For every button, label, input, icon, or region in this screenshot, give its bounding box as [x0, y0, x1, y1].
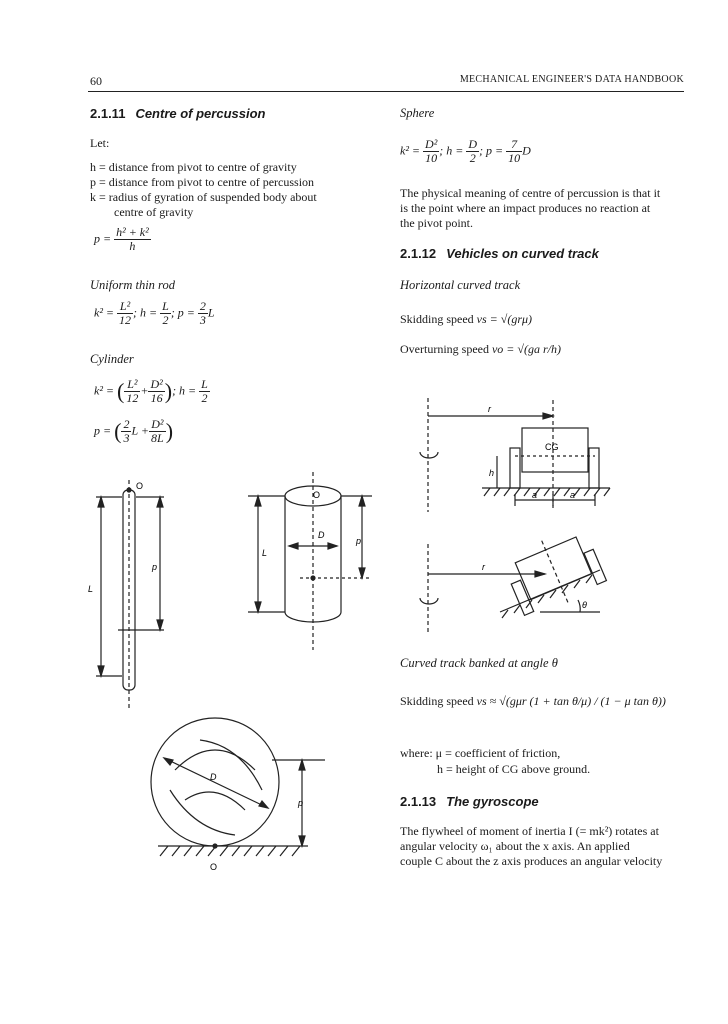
- banked-skid-formula: vs ≈ √(gμr (1 + tan θ/μ) / (1 − μ tan θ)): [476, 694, 666, 708]
- where-line-1: where: μ = coefficient of friction,: [400, 746, 561, 760]
- gyro-para-3: couple C about the z axis produces an angular velocity: [400, 854, 663, 868]
- veh-label-cg: CG: [545, 442, 559, 452]
- sph-h-lhs: ; h =: [439, 143, 464, 158]
- cyl-label-p: p: [356, 536, 362, 546]
- definition-h: h = distance from pivot to centre of gravity: [90, 160, 297, 174]
- cyl-label-l: L: [262, 548, 268, 558]
- cyl-p-b-den: 8L: [151, 431, 164, 445]
- gyro-para-2: angular velocity ω₁ about the x axis. An applied: [400, 839, 630, 853]
- cyl-k-plus: +: [140, 383, 149, 398]
- banked-angle-arc: [578, 600, 580, 612]
- cyl-p-a-den: 3: [123, 431, 130, 445]
- banked-rotation-arrow: [420, 598, 438, 604]
- horizontal-ground-hatch: [484, 488, 610, 496]
- sphere-para-2: is the point where an impact produces no reaction at: [400, 201, 651, 215]
- sph-h-den: 2: [469, 151, 476, 165]
- sphere-title: Sphere: [400, 106, 435, 120]
- sph-p-num: 7: [506, 138, 522, 152]
- formula-p-lhs: p =: [94, 231, 112, 246]
- veh-label-a2: a: [570, 490, 576, 500]
- cyl-k-a-num: L²: [124, 378, 140, 392]
- vehicle-banked-figure: [420, 524, 608, 632]
- sph-p-lhs: ; p =: [479, 143, 504, 158]
- sph-p-rhs: D: [522, 143, 531, 158]
- banked-right-wheel: [584, 549, 606, 584]
- section-title: Vehicles on curved track: [446, 246, 599, 261]
- rod-h-lhs: ; h =: [133, 305, 158, 320]
- veh-label-h: h: [489, 468, 495, 478]
- banked-track-title: Curved track banked at angle θ: [400, 656, 558, 670]
- cyl-label-o: O: [313, 490, 321, 500]
- sph-h-num: D: [468, 137, 478, 151]
- skid-formula: vs = √(grμ): [476, 312, 533, 326]
- definition-k-line1: k = radius of gyration of suspended body about: [90, 190, 317, 204]
- sph-label-d: D: [210, 772, 217, 782]
- section-heading-2-1-13: [400, 794, 539, 809]
- banked-radius-arrow: [535, 571, 545, 577]
- cyl-k-b-num: D²: [150, 377, 163, 391]
- running-head: MECHANICAL ENGINEER'S DATA HANDBOOK: [459, 74, 684, 85]
- bank-label-theta: θ: [582, 600, 587, 610]
- rod-label-l: L: [88, 584, 94, 594]
- gyro-para-1: The flywheel of moment of inertia I (= mk²) rotates at: [400, 824, 659, 838]
- veh-label-r: r: [488, 404, 491, 414]
- sph-label-o: O: [210, 862, 218, 872]
- paren-close: ): [165, 418, 174, 444]
- veh-label-a1: a: [532, 490, 538, 500]
- cyl-p-a-num: 2: [123, 417, 130, 431]
- sph-p-den: 10: [508, 151, 521, 165]
- formula-p-denominator: h: [129, 239, 136, 253]
- sph-k-den: 10: [425, 151, 438, 165]
- section-number: 2.1.11: [90, 106, 126, 121]
- sphere-para-1: The physical meaning of centre of percussion is that it: [400, 186, 661, 200]
- rod-p-num: 2: [199, 299, 206, 313]
- sphere-para-3: the pivot point.: [400, 216, 473, 230]
- banked-skid-label: Skidding speed: [400, 694, 474, 708]
- cyl-p-mid: L +: [131, 423, 149, 438]
- horizontal-track-title: Horizontal curved track: [400, 278, 521, 292]
- over-formula: vo = √(ga r/h): [491, 342, 561, 356]
- rotation-arrow: [420, 452, 438, 458]
- cyl-p-b-num: D²: [149, 418, 166, 432]
- rod-p-den: 3: [199, 313, 206, 327]
- formula-p-numerator: h² + k²: [116, 225, 149, 239]
- cyl-h-lhs: ; h =: [172, 383, 197, 398]
- banked-skidding-line: [400, 694, 666, 709]
- skid-label: Skidding speed: [400, 312, 474, 326]
- right-wheel: [589, 448, 599, 488]
- cyl-h-num: L: [201, 377, 208, 391]
- cyl-h-den: 2: [201, 391, 208, 405]
- rod-label-o: O: [136, 481, 144, 491]
- definition-k-line2: centre of gravity: [114, 205, 194, 219]
- definition-p: p = distance from pivot to centre of percussion: [90, 175, 315, 189]
- section-title: Centre of percussion: [135, 106, 266, 121]
- rod-h-den: 2: [162, 313, 169, 327]
- section-number: 2.1.13: [400, 794, 437, 809]
- paren-open: (: [114, 418, 122, 444]
- cyl-k-a-den: 12: [126, 391, 139, 405]
- over-label: Overturning speed: [400, 342, 489, 356]
- bank-label-r: r: [482, 562, 485, 572]
- radius-arrow: [543, 413, 553, 419]
- rod-k-den: 12: [119, 313, 132, 327]
- rod-h-num: L: [162, 299, 169, 313]
- cyl-label-d: D: [318, 530, 325, 540]
- section-title: The gyroscope: [446, 794, 539, 809]
- vehicle-horizontal-figure: [420, 398, 610, 512]
- cyl-p-lhs: p =: [94, 423, 112, 438]
- sph-label-p: p: [298, 798, 304, 808]
- rod-k-num: L²: [117, 300, 133, 314]
- sph-k-num: D²: [425, 137, 438, 151]
- section-number: 2.1.12: [400, 246, 437, 261]
- cyl-k-b-den: 16: [150, 391, 163, 405]
- let-text: Let:: [90, 136, 110, 150]
- rod-p-lhs: ; p =: [170, 305, 195, 320]
- paren-close: ): [164, 378, 173, 404]
- cylinder-title: Cylinder: [90, 352, 134, 366]
- rod-k-lhs: k² =: [94, 305, 115, 320]
- paren-open: (: [117, 378, 125, 404]
- rod-p-rhs: L: [207, 305, 215, 320]
- rod-label-p: p: [152, 562, 158, 572]
- rod-title: Uniform thin rod: [90, 278, 175, 292]
- cyl-k-lhs: k² =: [94, 383, 115, 398]
- left-wheel: [510, 448, 520, 488]
- sph-k-lhs: k² =: [400, 143, 421, 158]
- where-line-2: h = height of CG above ground.: [437, 762, 591, 776]
- page-number: 60: [90, 74, 102, 88]
